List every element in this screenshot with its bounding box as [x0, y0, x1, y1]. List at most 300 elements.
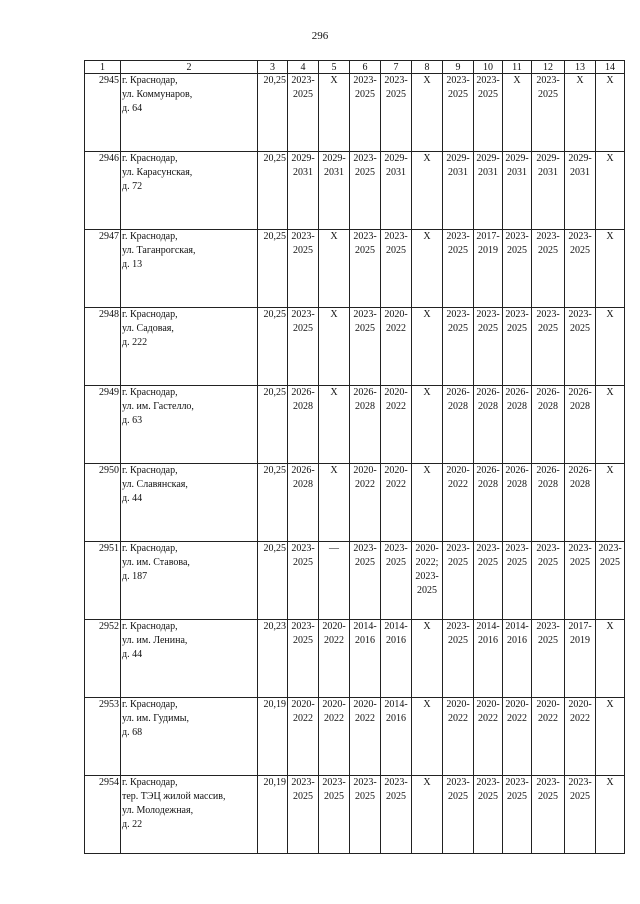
period-cell: [319, 308, 350, 386]
cell-line: Х: [423, 153, 431, 164]
cell-line: 2023-: [568, 231, 592, 242]
period-cell: [596, 698, 625, 776]
cell-line: 2020-: [446, 465, 470, 476]
period-cell: [350, 308, 381, 386]
cell-line: 2025: [507, 791, 527, 802]
row-number: 2948: [85, 308, 121, 386]
cell-line: д. 44: [122, 649, 143, 660]
period-cell: [350, 74, 381, 152]
column-header: 9: [443, 61, 474, 74]
cell-line: ул. им. Ленина,: [122, 635, 188, 646]
cell-line: 2025: [355, 323, 375, 334]
cell-line: 2025: [293, 245, 313, 256]
area-cell: 20,25: [258, 386, 288, 464]
cell-line: 2028: [570, 401, 590, 412]
cell-line: 2020-: [353, 465, 377, 476]
cell-line: 2019: [478, 245, 498, 256]
cell-line: 2025: [355, 167, 375, 178]
period-cell: [443, 698, 474, 776]
cell-line: 2028: [507, 401, 527, 412]
column-header: 3: [258, 61, 288, 74]
cell-line: 2028: [478, 401, 498, 412]
period-cell: [443, 230, 474, 308]
period-cell: [596, 464, 625, 542]
cell-line: 2026-: [291, 387, 315, 398]
cell-line: 2023-: [446, 621, 470, 632]
cell-line: 2020-: [384, 387, 408, 398]
cell-line: 2016: [386, 713, 406, 724]
row-number: 2953: [85, 698, 121, 776]
cell-line: —: [329, 543, 339, 554]
cell-line: 2026-: [446, 387, 470, 398]
cell-line: 2025: [448, 89, 468, 100]
cell-line: 2025: [570, 323, 590, 334]
cell-line: 2022: [448, 479, 468, 490]
cell-line: 2022: [293, 713, 313, 724]
period-cell: [412, 386, 443, 464]
cell-line: 2025: [448, 791, 468, 802]
cell-line: 2022: [324, 713, 344, 724]
cell-line: 2022: [448, 713, 468, 724]
period-cell: [350, 152, 381, 230]
cell-line: 2023-: [505, 231, 529, 242]
period-cell: [503, 308, 532, 386]
cell-line: 2023-: [598, 543, 622, 554]
period-cell: [565, 308, 596, 386]
cell-line: д. 187: [122, 571, 148, 582]
cell-line: 2023-: [476, 777, 500, 788]
cell-line: 2028: [507, 479, 527, 490]
cell-line: 2020-: [384, 465, 408, 476]
period-cell: [443, 620, 474, 698]
period-cell: [381, 776, 412, 854]
cell-line: 2023-: [536, 621, 560, 632]
cell-line: ул. Садовая,: [122, 323, 174, 334]
cell-line: 2026-: [291, 465, 315, 476]
cell-line: 2023-: [384, 777, 408, 788]
area-cell: 20,25: [258, 230, 288, 308]
cell-line: Х: [330, 387, 338, 398]
period-cell: [350, 542, 381, 620]
cell-line: 2014-: [353, 621, 377, 632]
cell-line: 2026-: [568, 465, 592, 476]
period-cell: [350, 620, 381, 698]
period-cell: [565, 464, 596, 542]
header-row: [85, 61, 625, 74]
table-row: [85, 74, 625, 152]
period-cell: [443, 308, 474, 386]
cell-line: 2025: [355, 245, 375, 256]
cell-line: 2025: [538, 635, 558, 646]
period-cell: [319, 464, 350, 542]
cell-line: 2025: [293, 557, 313, 568]
area-cell: 20,19: [258, 698, 288, 776]
cell-line: 2014-: [505, 621, 529, 632]
period-cell: [350, 230, 381, 308]
cell-line: 2016: [478, 635, 498, 646]
period-cell: [381, 620, 412, 698]
table-row: [85, 464, 625, 542]
area-cell: 20,23: [258, 620, 288, 698]
cell-line: 2031: [570, 167, 590, 178]
cell-line: 2023-: [415, 571, 439, 582]
period-cell: [474, 464, 503, 542]
cell-line: 2020-: [291, 699, 315, 710]
cell-line: д. 63: [122, 415, 143, 426]
cell-line: 2023-: [476, 543, 500, 554]
period-cell: [474, 542, 503, 620]
cell-line: 2023-: [446, 75, 470, 86]
cell-line: 2026-: [568, 387, 592, 398]
cell-line: 2023-: [536, 777, 560, 788]
cell-line: Х: [423, 621, 431, 632]
cell-line: Х: [606, 777, 614, 788]
cell-line: ул. Карасунская,: [122, 167, 193, 178]
cell-line: 2025: [293, 89, 313, 100]
period-cell: [532, 386, 565, 464]
column-header: 10: [474, 61, 503, 74]
cell-line: г. Краснодар,: [122, 153, 178, 164]
cell-line: 2014-: [384, 699, 408, 710]
table-row: [85, 542, 625, 620]
housing-register-table: [84, 60, 625, 854]
table-row: [85, 230, 625, 308]
cell-line: д. 13: [122, 259, 143, 270]
period-cell: [288, 152, 319, 230]
table-body: [85, 61, 625, 854]
cell-line: 2014-: [476, 621, 500, 632]
cell-line: 2026-: [505, 465, 529, 476]
period-cell: [319, 230, 350, 308]
cell-line: 2023-: [568, 543, 592, 554]
cell-line: 2020-: [505, 699, 529, 710]
period-cell: [474, 620, 503, 698]
cell-line: 2022: [386, 479, 406, 490]
table-row: [85, 698, 625, 776]
cell-line: 2022: [386, 323, 406, 334]
cell-line: 2029-: [568, 153, 592, 164]
table-row: [85, 620, 625, 698]
period-cell: [288, 308, 319, 386]
cell-line: 2023-: [505, 309, 529, 320]
cell-line: Х: [606, 621, 614, 632]
cell-line: ул. Молодежная,: [122, 805, 194, 816]
period-cell: [503, 152, 532, 230]
cell-line: ул. Славянская,: [122, 479, 188, 490]
period-cell: [565, 620, 596, 698]
period-cell: [350, 386, 381, 464]
address-cell: [121, 152, 258, 230]
period-cell: [565, 542, 596, 620]
cell-line: 2025: [417, 585, 437, 596]
cell-line: 2029-: [476, 153, 500, 164]
period-cell: [412, 230, 443, 308]
area-cell: 20,25: [258, 74, 288, 152]
period-cell: [532, 308, 565, 386]
column-header: 1: [85, 61, 121, 74]
cell-line: Х: [330, 75, 338, 86]
address-cell: [121, 698, 258, 776]
period-cell: [596, 308, 625, 386]
period-cell: [319, 152, 350, 230]
period-cell: [443, 74, 474, 152]
cell-line: Х: [330, 309, 338, 320]
cell-line: 2022: [478, 713, 498, 724]
cell-line: 2023-: [536, 75, 560, 86]
cell-line: 2016: [386, 635, 406, 646]
cell-line: 2025: [538, 791, 558, 802]
period-cell: [565, 152, 596, 230]
period-cell: [350, 698, 381, 776]
cell-line: ул. им. Гастелло,: [122, 401, 194, 412]
cell-line: г. Краснодар,: [122, 621, 178, 632]
cell-line: 2028: [538, 479, 558, 490]
cell-line: 2023-: [291, 621, 315, 632]
cell-line: 2023-: [291, 309, 315, 320]
address-cell: [121, 542, 258, 620]
cell-line: 2029-: [322, 153, 346, 164]
cell-line: 2023-: [476, 75, 500, 86]
cell-line: г. Краснодар,: [122, 231, 178, 242]
period-cell: [288, 464, 319, 542]
cell-line: 2031: [448, 167, 468, 178]
period-cell: [503, 74, 532, 152]
cell-line: Х: [606, 465, 614, 476]
period-cell: [503, 698, 532, 776]
cell-line: 2023-: [384, 231, 408, 242]
cell-line: 2023-: [568, 309, 592, 320]
period-cell: [503, 776, 532, 854]
column-header: 11: [503, 61, 532, 74]
row-number: 2946: [85, 152, 121, 230]
cell-line: 2025: [538, 89, 558, 100]
cell-line: 2023-: [291, 75, 315, 86]
period-cell: [596, 776, 625, 854]
cell-line: 2023-: [353, 153, 377, 164]
cell-line: 2020-: [353, 699, 377, 710]
cell-line: д. 22: [122, 819, 143, 830]
period-cell: [412, 542, 443, 620]
area-cell: 20,25: [258, 308, 288, 386]
row-number: 2945: [85, 74, 121, 152]
period-cell: [319, 776, 350, 854]
row-number: 2950: [85, 464, 121, 542]
table-row: [85, 776, 625, 854]
cell-line: 2020-: [568, 699, 592, 710]
cell-line: д. 64: [122, 103, 143, 114]
cell-line: 2031: [324, 167, 344, 178]
cell-line: Х: [423, 465, 431, 476]
period-cell: [381, 698, 412, 776]
cell-line: 2020-: [446, 699, 470, 710]
cell-line: 2029-: [446, 153, 470, 164]
period-cell: [381, 386, 412, 464]
cell-line: 2031: [293, 167, 313, 178]
period-cell: [443, 542, 474, 620]
cell-line: Х: [423, 309, 431, 320]
cell-line: 2023-: [353, 75, 377, 86]
row-number: 2952: [85, 620, 121, 698]
period-cell: [532, 74, 565, 152]
period-cell: [565, 698, 596, 776]
period-cell: [596, 152, 625, 230]
period-cell: [412, 698, 443, 776]
cell-line: 2023-: [291, 231, 315, 242]
cell-line: 2020-: [476, 699, 500, 710]
period-cell: [288, 776, 319, 854]
period-cell: [288, 386, 319, 464]
address-cell: [121, 464, 258, 542]
cell-line: 2022;: [415, 557, 439, 568]
cell-line: 2022: [355, 713, 375, 724]
cell-line: ул. им. Ставова,: [122, 557, 190, 568]
period-cell: [443, 776, 474, 854]
cell-line: 2025: [478, 557, 498, 568]
period-cell: [503, 386, 532, 464]
cell-line: 2020-: [322, 621, 346, 632]
cell-line: 2026-: [353, 387, 377, 398]
cell-line: 2023-: [446, 543, 470, 554]
cell-line: 2017-: [568, 621, 592, 632]
cell-line: г. Краснодар,: [122, 699, 178, 710]
cell-line: 2025: [600, 557, 620, 568]
cell-line: 2025: [293, 635, 313, 646]
cell-line: д. 44: [122, 493, 143, 504]
cell-line: 2028: [293, 479, 313, 490]
period-cell: [474, 74, 503, 152]
period-cell: [319, 620, 350, 698]
cell-line: Х: [423, 387, 431, 398]
cell-line: 2025: [448, 323, 468, 334]
period-cell: [503, 620, 532, 698]
cell-line: 2025: [570, 557, 590, 568]
cell-line: г. Краснодар,: [122, 777, 178, 788]
column-header: 2: [121, 61, 258, 74]
cell-line: Х: [606, 231, 614, 242]
area-cell: 20,19: [258, 776, 288, 854]
cell-line: 2023-: [353, 309, 377, 320]
period-cell: [596, 230, 625, 308]
period-cell: [381, 230, 412, 308]
cell-line: 2029-: [384, 153, 408, 164]
area-cell: 20,25: [258, 542, 288, 620]
cell-line: 2031: [386, 167, 406, 178]
cell-line: 2023-: [446, 777, 470, 788]
period-cell: [532, 698, 565, 776]
cell-line: 2022: [538, 713, 558, 724]
cell-line: 2023-: [322, 777, 346, 788]
period-cell: [412, 776, 443, 854]
cell-line: тер. ТЭЦ жилой массив,: [122, 791, 226, 802]
cell-line: 2020-: [322, 699, 346, 710]
page-number: 296: [311, 30, 329, 42]
cell-line: 2025: [386, 245, 406, 256]
period-cell: [288, 74, 319, 152]
cell-line: 2016: [355, 635, 375, 646]
cell-line: 2025: [570, 791, 590, 802]
period-cell: [565, 230, 596, 308]
period-cell: [350, 464, 381, 542]
column-header: 4: [288, 61, 319, 74]
column-header: 6: [350, 61, 381, 74]
cell-line: 2025: [478, 89, 498, 100]
period-cell: [319, 542, 350, 620]
cell-line: Х: [606, 309, 614, 320]
address-cell: [121, 308, 258, 386]
period-cell: [532, 464, 565, 542]
column-header: 7: [381, 61, 412, 74]
cell-line: 2023-: [536, 231, 560, 242]
cell-line: Х: [330, 465, 338, 476]
period-cell: [532, 152, 565, 230]
address-cell: [121, 230, 258, 308]
cell-line: 2025: [507, 557, 527, 568]
period-cell: [532, 542, 565, 620]
period-cell: [565, 776, 596, 854]
cell-line: 2022: [355, 479, 375, 490]
cell-line: 2025: [448, 557, 468, 568]
cell-line: Х: [576, 75, 584, 86]
cell-line: Х: [423, 777, 431, 788]
cell-line: 2026-: [476, 387, 500, 398]
period-cell: [381, 74, 412, 152]
cell-line: 2023-: [476, 309, 500, 320]
cell-line: 2026-: [536, 387, 560, 398]
cell-line: 2025: [324, 791, 344, 802]
cell-line: г. Краснодар,: [122, 309, 178, 320]
cell-line: 2031: [478, 167, 498, 178]
cell-line: Х: [606, 153, 614, 164]
period-cell: [596, 542, 625, 620]
period-cell: [381, 308, 412, 386]
cell-line: д. 222: [122, 337, 148, 348]
cell-line: 2014-: [384, 621, 408, 632]
period-cell: [565, 74, 596, 152]
address-cell: [121, 74, 258, 152]
cell-line: 2025: [355, 791, 375, 802]
cell-line: 2031: [538, 167, 558, 178]
row-number: 2949: [85, 386, 121, 464]
period-cell: [288, 230, 319, 308]
cell-line: 2026-: [476, 465, 500, 476]
period-cell: [532, 776, 565, 854]
period-cell: [288, 542, 319, 620]
period-cell: [474, 698, 503, 776]
cell-line: 2022: [324, 635, 344, 646]
column-header: 14: [596, 61, 625, 74]
cell-line: Х: [513, 75, 521, 86]
cell-line: г. Краснодар,: [122, 387, 178, 398]
cell-line: 2017-: [476, 231, 500, 242]
cell-line: 2025: [538, 323, 558, 334]
period-cell: [412, 152, 443, 230]
cell-line: 2023-: [384, 543, 408, 554]
cell-line: 2023-: [536, 309, 560, 320]
row-number: 2954: [85, 776, 121, 854]
cell-line: 2022: [507, 713, 527, 724]
cell-line: д. 72: [122, 181, 143, 192]
period-cell: [381, 542, 412, 620]
cell-line: 2023-: [384, 75, 408, 86]
cell-line: 2025: [538, 245, 558, 256]
cell-line: 2029-: [536, 153, 560, 164]
period-cell: [532, 620, 565, 698]
cell-line: 2020-: [384, 309, 408, 320]
column-header: 5: [319, 61, 350, 74]
cell-line: 2029-: [291, 153, 315, 164]
cell-line: д. 68: [122, 727, 143, 738]
period-cell: [474, 776, 503, 854]
